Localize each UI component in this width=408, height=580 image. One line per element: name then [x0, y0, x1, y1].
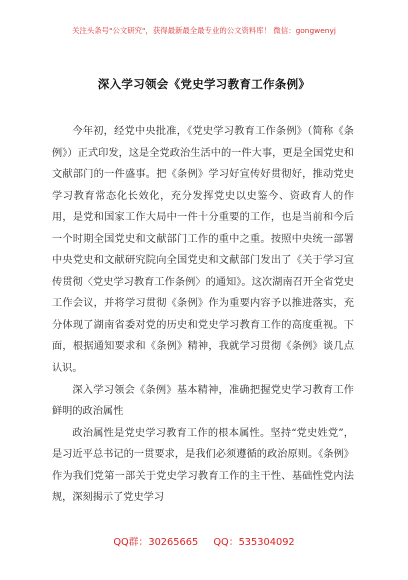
page-footer: [0, 534, 408, 548]
page-header-banner: 关注头条号"公文研究"，获得最新最全最专业的公文资料库！ 微信：gongwenyj: [72, 26, 336, 35]
footer-qq-contact: QQ：535304092: [213, 537, 295, 548]
document-title: 深入学习领会《党史学习教育工作条例》: [97, 77, 311, 91]
paragraph-intro: 今年初，经党中央批准，《党史学习教育工作条例》（简称《条例》）正式印发，这是全党政治生活中的一件大事，更是全国党史和文献部门的一件盛事。把《条例》学习好宣传好贯彻好，推动党史学习教育常态化长效化，充分发挥党史以史鉴今、资政育人的作用，是党和国家工作大局中一件十分重要的工作，也是当前和今后一个时期全国党史和文献部门工作的重中之重。按照中央统一部署中央党史和文献研究院向全国党史和文献部门发出了《关于学习宣传贯彻〈党史学习教育工作条例〉的通知》。这次湖南召开全省党史工作会议，并将学习贯彻《条例》作为重要内容予以推进落实，充分体现了湖南省委对党的历史和党史学习教育工作的高度重视。下面，根据通知要求和《条例》精神，我就学习贯彻《条例》谈几点认识。: [52, 126, 354, 375]
section-heading: 深入学习领会《条例》基本精神，准确把握党史学习教育工作鲜明的政治属性: [52, 384, 354, 418]
paragraph-political: 政治属性是党史学习教育工作的根本属性。坚持“党史姓党”，是习近平总书记的一贯要求，是我们必须遵循的政治原则。《条例》作为我们党第一部关于党史学习教育工作的主干性、基础性党内法规，深刻揭示了党史学习: [52, 427, 354, 504]
document-body: [52, 121, 354, 509]
footer-qq-group: QQ群：30265665: [113, 537, 199, 548]
